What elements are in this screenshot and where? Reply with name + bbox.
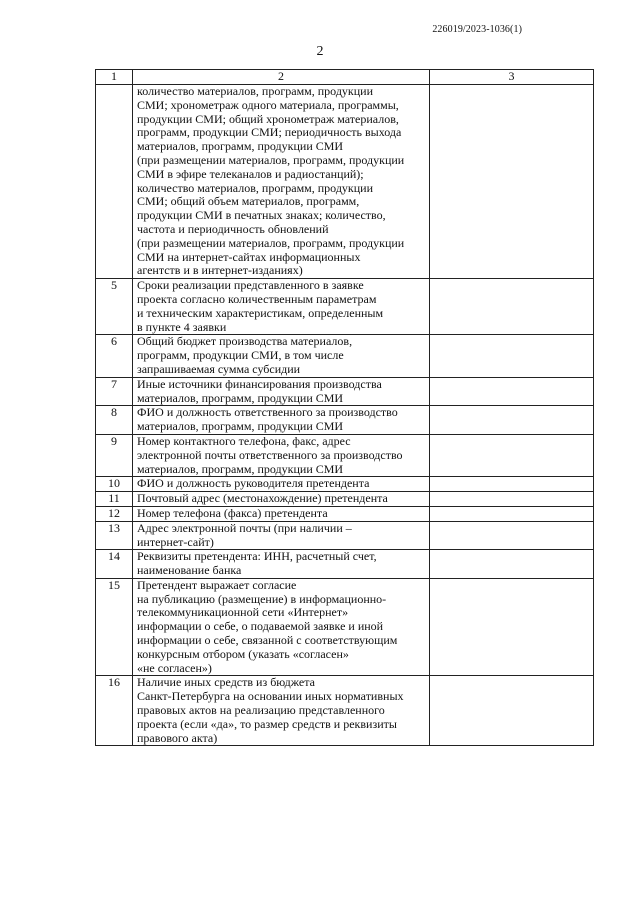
document-id: 226019/2023-1036(1) (432, 24, 522, 35)
table-body (96, 85, 594, 746)
row-description: Реквизиты претендента: ИНН, расчетный счет, наименование банка (133, 550, 430, 579)
row-value-field[interactable] (430, 85, 594, 279)
table-row (96, 521, 594, 550)
table-row (96, 477, 594, 492)
row-description: Иные источники финансирования производства материалов, программ, продукции СМИ (133, 377, 430, 406)
row-value-field[interactable] (430, 406, 594, 435)
row-number: 6 (96, 335, 133, 377)
table-row (96, 550, 594, 579)
row-value-field[interactable] (430, 492, 594, 507)
table-row (96, 406, 594, 435)
table-row (96, 377, 594, 406)
table-row (96, 676, 594, 746)
row-value-field[interactable] (430, 506, 594, 521)
row-number: 11 (96, 492, 133, 507)
table-row (96, 335, 594, 377)
row-description: Номер контактного телефона, факс, адрес электронной почты ответственного за производство материалов, программ, продукции СМИ (133, 434, 430, 476)
row-value-field[interactable] (430, 550, 594, 579)
row-value-field[interactable] (430, 578, 594, 676)
header-col-1: 1 (96, 70, 133, 85)
row-number: 10 (96, 477, 133, 492)
row-value-field[interactable] (430, 434, 594, 476)
row-description: ФИО и должность руководителя претендента (133, 477, 430, 492)
row-value-field[interactable] (430, 676, 594, 746)
row-description: Наличие иных средств из бюджета Санкт-Петербурга на основании иных нормативных правовых актов на реализацию представленного проекта (если «да», то размер средств и реквизиты правового акта) (133, 676, 430, 746)
table-row (96, 279, 594, 335)
row-value-field[interactable] (430, 377, 594, 406)
row-value-field[interactable] (430, 521, 594, 550)
row-number: 9 (96, 434, 133, 476)
row-number (96, 85, 133, 279)
row-number: 7 (96, 377, 133, 406)
row-description: количество материалов, программ, продукции СМИ; хронометраж одного материала, программы, продукции СМИ; общий хронометраж материалов, программ, продукции СМИ; периодичность выхода материалов, программ, продукции СМИ (при размещении материалов, программ, продукции СМИ в эфире телеканалов и радиостанций); количество материалов, программ, продукции СМИ; общий объем материалов, программ, продукции СМИ в печатных знаках; количество, частота и периодичность обновлений (при размещении материалов, программ, продукции СМИ на интернет-сайтах информационных агентств и в интернет-изданиях) (133, 85, 430, 279)
table-row (96, 578, 594, 676)
row-value-field[interactable] (430, 335, 594, 377)
table-header (96, 70, 594, 85)
table-row (96, 434, 594, 476)
table-row (96, 85, 594, 279)
application-form-table (95, 69, 594, 746)
row-description: Почтовый адрес (местонахождение) претендента (133, 492, 430, 507)
row-number: 15 (96, 578, 133, 676)
row-number: 8 (96, 406, 133, 435)
row-value-field[interactable] (430, 279, 594, 335)
row-description: Общий бюджет производства материалов, программ, продукции СМИ, в том числе запрашиваемая сумма субсидии (133, 335, 430, 377)
row-number: 14 (96, 550, 133, 579)
table-row (96, 492, 594, 507)
row-description: Адрес электронной почты (при наличии – интернет-сайт) (133, 521, 430, 550)
row-description: ФИО и должность ответственного за производство материалов, программ, продукции СМИ (133, 406, 430, 435)
row-number: 13 (96, 521, 133, 550)
table-row (96, 506, 594, 521)
row-value-field[interactable] (430, 477, 594, 492)
row-number: 16 (96, 676, 133, 746)
row-number: 12 (96, 506, 133, 521)
row-number: 5 (96, 279, 133, 335)
row-description: Сроки реализации представленного в заявке проекта согласно количественным параметрам и техническим характеристикам, определенным в пункте 4 заявки (133, 279, 430, 335)
row-description: Номер телефона (факса) претендента (133, 506, 430, 521)
header-row (96, 70, 594, 85)
header-col-3: 3 (430, 70, 594, 85)
header-col-2: 2 (133, 70, 430, 85)
row-description: Претендент выражает согласие на публикацию (размещение) в информационно- телекоммуникационной сети «Интернет» информации о себе, о подаваемой заявке и иной информации о себе, связанной с соответствующим конкурсным отбором (указать «согласен» «не согласен») (133, 578, 430, 676)
page-number: 2 (316, 44, 324, 59)
